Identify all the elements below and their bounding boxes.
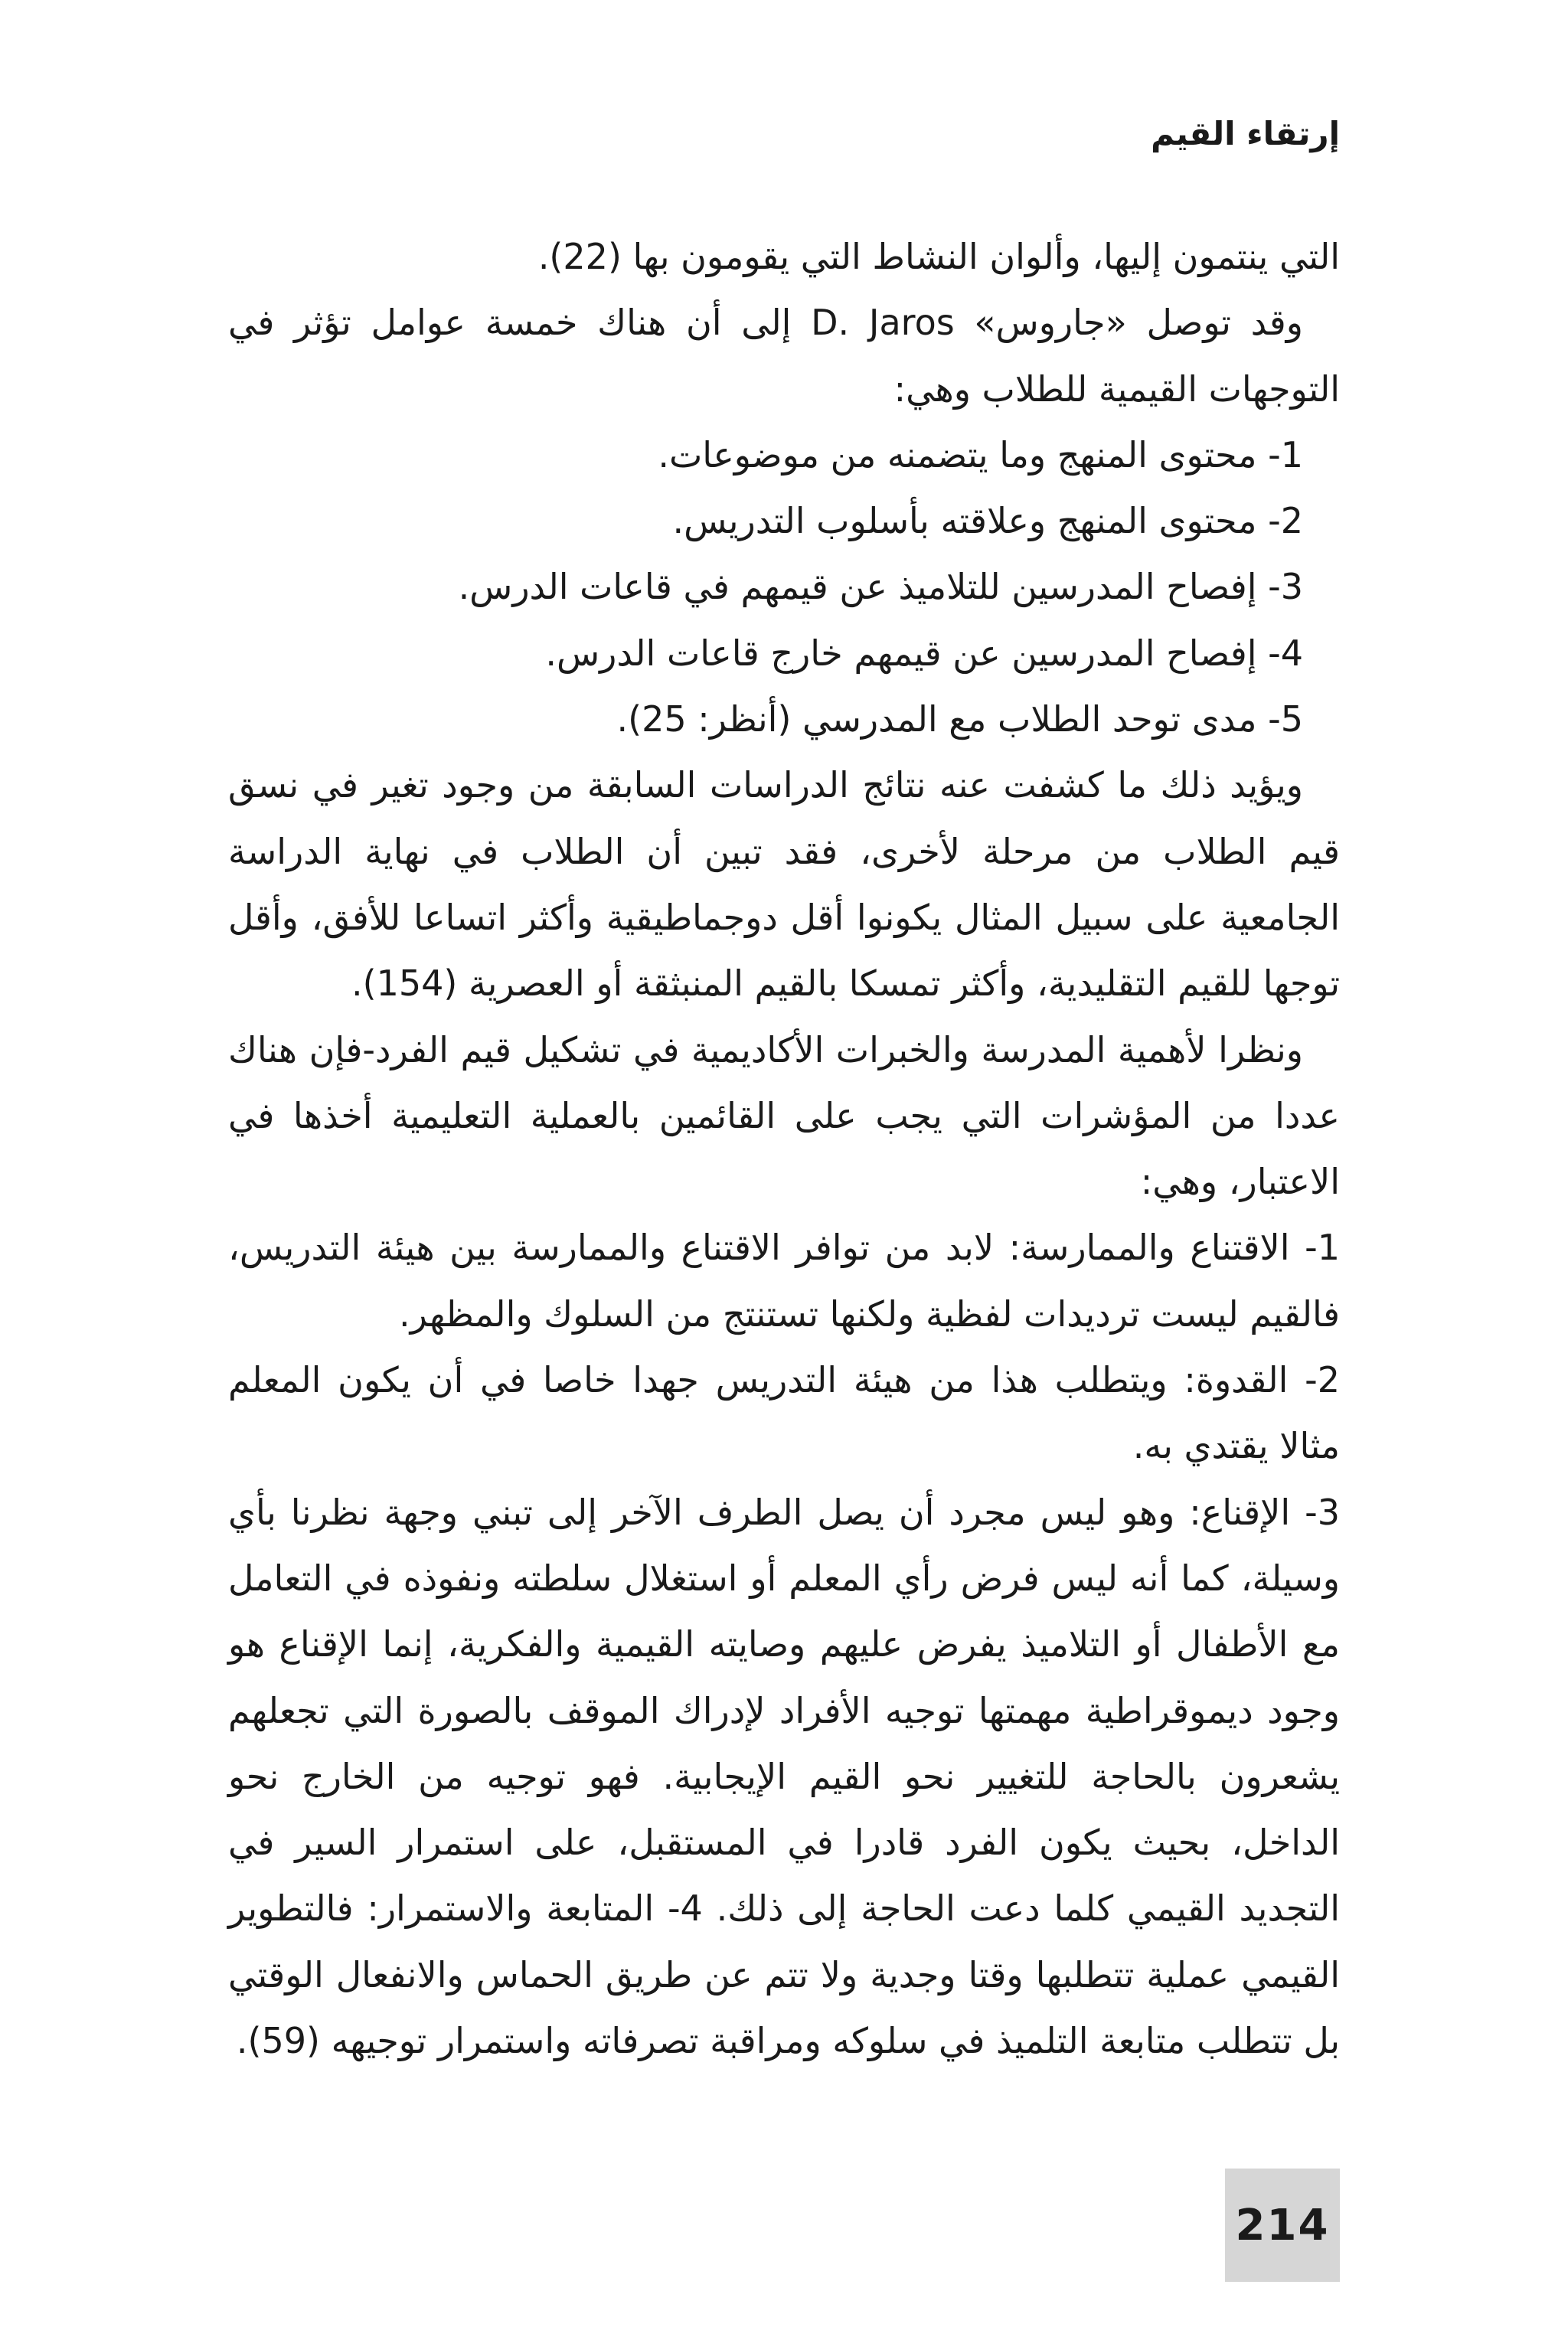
paragraph: 1- الاقتناع والممارسة: لابد من توافر الاقتناع والممارسة بين هيئة التدريس، فالقيم ليست ترديدات لفظية ولكنها تستنتج من السلوك والمظهر. (228, 1227, 1340, 1335)
list-item: 4- إفصاح المدرسين عن قيمهم خارج قاعات الدرس. (545, 632, 1303, 674)
paragraph: ونظرا لأهمية المدرسة والخبرات الأكاديمية في تشكيل قيم الفرد-فإن هناك عددا من المؤشرات التي يجب على القائمين بالعملية التعليمية أخذها في الاعتبار، وهي: (228, 1028, 1340, 1203)
page-body (228, 224, 1340, 2074)
list-item: 1- محتوى المنهج وما يتضمنه من موضوعات. (658, 433, 1303, 476)
paragraph: التي ينتمون إليها، وألوان النشاط التي يقومون بها (22). (537, 236, 1340, 277)
paragraph: 2- القدوة: ويتطلب هذا من هيئة التدريس جهدا خاصا في أن يكون المعلم مثالا يقتدي به. (228, 1359, 1340, 1467)
list-item: 2- محتوى المنهج وعلاقته بأسلوب التدريس. (672, 500, 1303, 542)
list-item: 5- مدى توحد الطلاب مع المدرسي (أنظر: 25). (616, 698, 1303, 740)
paragraph: ويؤيد ذلك ما كشفت عنه نتائج الدراسات السابقة من وجود تغير في نسق قيم الطلاب من مرحلة لأخرى، فقد تبين أن الطلاب في نهاية الدراسة الجامعية على سبيل المثال يكونوا أقل دوجماطيقية وأكثر اتساعا للأفق، وأقل توجها للقيم التقليدية، وأكثر تمسكا بالقيم المنبثقة أو العصرية (154). (228, 764, 1340, 1005)
list-item: 3- إفصاح المدرسين للتلاميذ عن قيمهم في قاعات الدرس. (458, 566, 1303, 608)
page-number: 214 (1235, 2200, 1330, 2250)
page-number-box (1225, 2169, 1340, 2282)
paragraph: وقد توصل «جاروس» D. Jaros إلى أن هناك خمسة عوامل تؤثر في التوجهات القيمية للطلاب وهي: (228, 302, 1340, 410)
paragraph: 3- الإقناع: وهو ليس مجرد أن يصل الطرف الآخر إلى تبني وجهة نظرنا بأي وسيلة، كما أنه ليس فرض رأي المعلم أو استغلال سلطته ونفوذه في التعامل مع الأطفال أو التلاميذ يفرض عليهم وصايته القيمية والفكرية، إنما الإقناع هو وجود ديموقراطية مهمتها توجيه الأفراد لإدراك الموقف بالصورة التي تجعلهم يشعرون بالحاجة للتغيير نحو القيم الإيجابية. فهو توجيه من الخارج نحو الداخل، بحيث يكون الفرد قادرا في المستقبل، على استمرار السير في التجديد القيمي كلما دعت الحاجة إلى ذلك. 4- المتابعة والاستمرار: فالتطوير القيمي عملية تتطلبها وقتا وجدية ولا تتم عن طريق الحماس والانفعال الوقتي بل تتطلب متابعة التلميذ في سلوكه ومراقبة تصرفاته واستمرار توجيهه (59). (228, 1491, 1341, 2062)
running-header: إرتقاء القيم (1151, 115, 1340, 152)
